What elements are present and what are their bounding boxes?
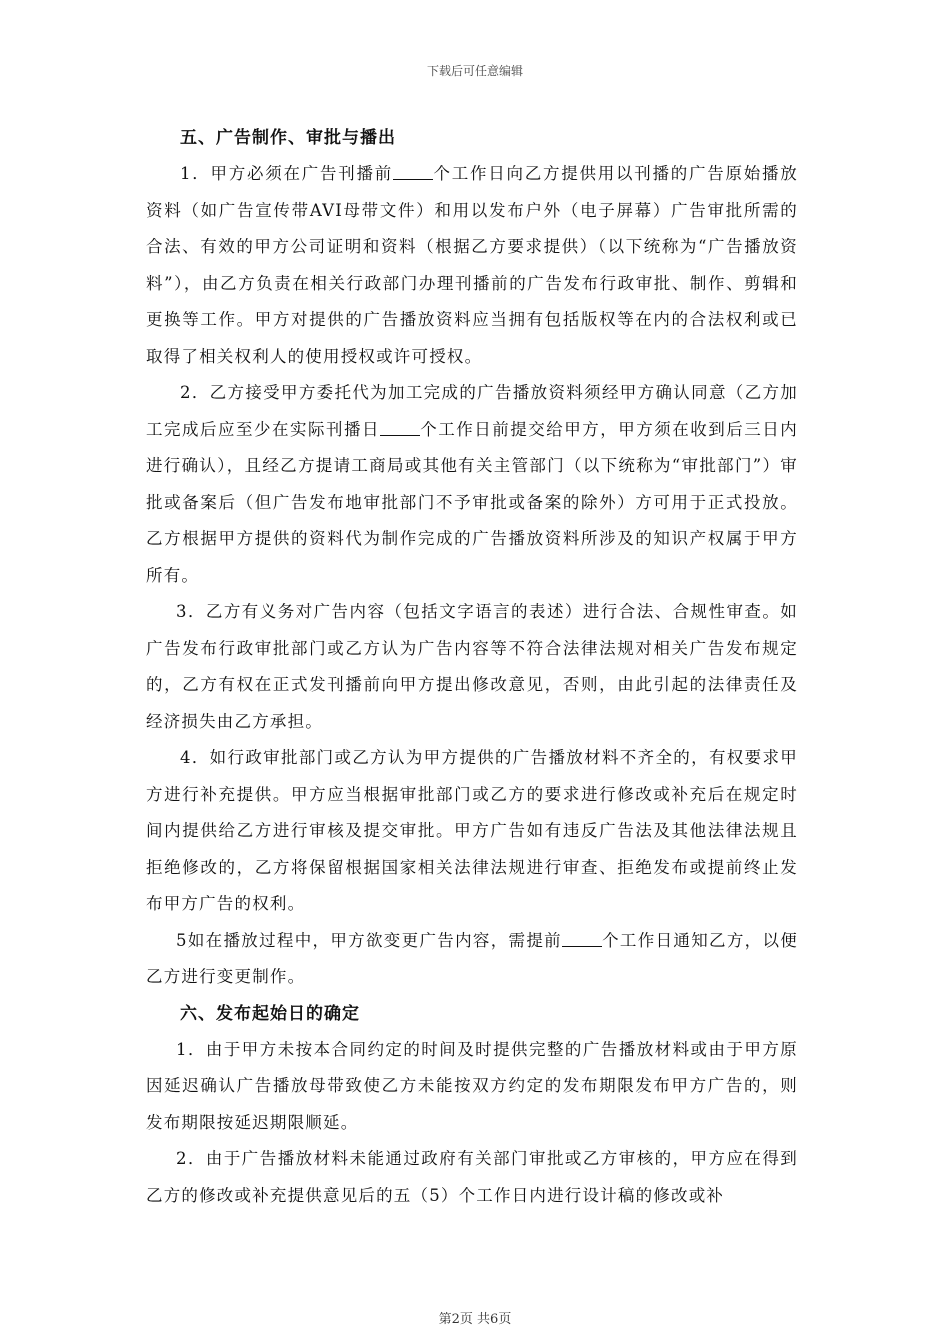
paragraph-text: 个工作日通知乙方，以便乙方进行变更制作。 xyxy=(146,930,798,986)
section-heading-6: 六、发布起始日的确定 xyxy=(180,1003,360,1024)
document-body xyxy=(146,120,798,1214)
paragraph-text: 个工作日向乙方提供用以刊播的广告原始播放资料（如广告宣传带AVI母带文件）和用以发布户外（电子屏幕）广告审批所需的合法、有效的甲方公司证明和资料（根据乙方要求提供）（以下统称为“广告播放资料”），由乙方负责在相关行政部门办理刊播前的广告发布行政审批、制作、剪辑和更换等工作。甲方对提供的广告播放资料应当拥有包括版权等在内的合法权利或已取得了相关权利人的使用授权或许可授权。 xyxy=(146,164,798,366)
paragraph xyxy=(146,740,798,923)
paragraph-text: 个工作日前提交给甲方，甲方须在收到后三日内进行确认），且经乙方提请工商局或其他有关主管部门（以下统称为“审批部门”）审批或备案后（但广告发布地审批部门不予审批或备案的除外）方可用于正式投放。乙方根据甲方提供的资料代为制作完成的广告播放资料所涉及的知识产权属于甲方所有。 xyxy=(146,419,798,585)
page-number-footer: 第2页 共6页 xyxy=(438,1312,512,1327)
paragraph-text: 1．甲方必须在广告刊播前 xyxy=(180,164,393,183)
paragraph xyxy=(146,594,798,740)
fill-in-blank xyxy=(393,165,433,180)
paragraph xyxy=(146,156,798,375)
paragraph-text: 2．乙方接受甲方委托代为加工完成的广告播放资料须经甲方确认同意（乙方加工完成后应至少在实际刊播日 xyxy=(146,383,798,439)
page-header-note: 下载后可任意编辑 xyxy=(426,64,523,78)
paragraph xyxy=(146,923,798,996)
paragraph-text: 5如在播放过程中，甲方欲变更广告内容，需提前 xyxy=(176,930,562,950)
paragraph xyxy=(146,1141,798,1214)
paragraph xyxy=(146,1032,798,1142)
section-heading-5: 五、广告制作、审批与播出 xyxy=(180,128,396,148)
paragraph-text: 1．由于甲方未按本合同约定的时间及时提供完整的广告播放材料或由于甲方原因延迟确认广告播放母带致使乙方未能按双方约定的发布期限发布甲方广告的，则发布期限按延迟期限顺延。 xyxy=(146,1039,798,1132)
paragraph-text: 2．由于广告播放材料未能通过政府有关部门审批或乙方审核的，甲方应在得到乙方的修改或补充提供意见后的五（5）个工作日内进行设计稿的修改或补 xyxy=(146,1149,798,1205)
fill-in-blank xyxy=(380,421,420,436)
fill-in-blank xyxy=(562,932,602,947)
paragraph-text: 4．如行政审批部门或乙方认为甲方提供的广告播放材料不齐全的，有权要求甲方进行补充提供。甲方应当根据审批部门或乙方的要求进行修改或补充后在规定时间内提供给乙方进行审核及提交审批。甲方广告如有违反广告法及其他法律法规且拒绝修改的，乙方将保留根据国家相关法律法规进行审查、拒绝发布或提前终止发布甲方广告的权利。 xyxy=(146,748,798,913)
paragraph xyxy=(146,375,798,594)
paragraph-text: 3．乙方有义务对广告内容（包括文字语言的表述）进行合法、合规性审查。如广告发布行政审批部门或乙方认为广告内容等不符合法律法规对相关广告发布规定的，乙方有权在正式发刊播前向甲方提出修改意见，否则，由此引起的法律责任及经济损失由乙方承担。 xyxy=(146,602,798,731)
